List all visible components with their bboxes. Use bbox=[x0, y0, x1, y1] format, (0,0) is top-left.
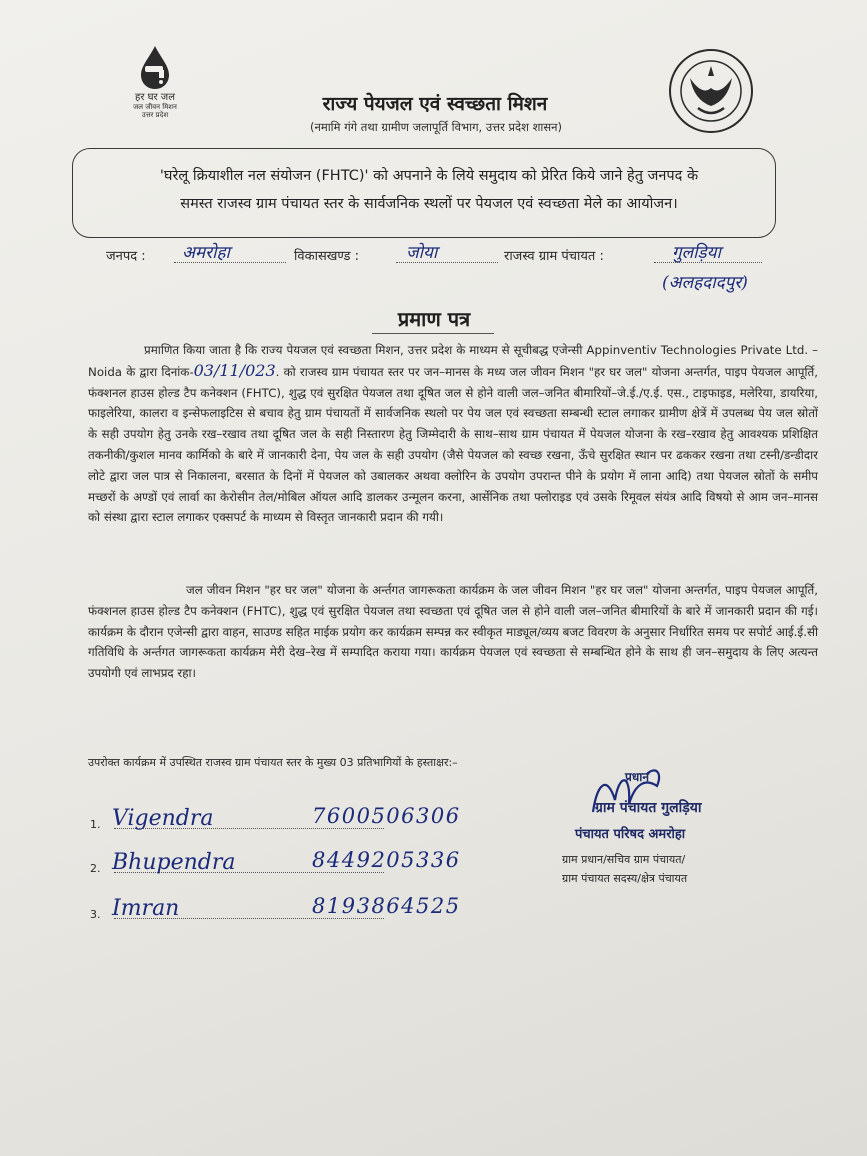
up-emblem-icon bbox=[668, 48, 754, 134]
stamp-line-3: पंचायत परिषद अमरोहा bbox=[575, 827, 686, 842]
har-ghar-jal-logo bbox=[118, 44, 192, 119]
event-banner-text bbox=[84, 162, 774, 218]
participant-name: Bhupendra bbox=[112, 850, 236, 875]
banner-line-1: 'घरेलू क्रियाशील नल संयोजन (FHTC)' को अपनाने के लिये समुदाय को प्रेरित किये जाने हेतु जनपद के bbox=[159, 168, 699, 184]
participant-row bbox=[90, 896, 490, 930]
p1-text-b: . को राजस्व ग्राम पंचायत स्तर पर जन–मानस के मध्य जल जीवन मिशन "हर घर जल" योजना अन्तर्गत, पाइप पेयजल आपूर्ति, फंक्शनल हाउस होल्ड टैप कनेक्शन (FHTC), शुद्ध एवं सुरक्षित पेयजल तथा दूषित जल से होने वाली जल–जनित बीमारियों–जे.ई./ए.ई. एस., टाइफाइड, मलेरिया, डायरिया, फाइलेरिया, कालरा व इन्सेफलाइटिस से बचाव हेतु ग्राम पंचायतों में सार्वजनिक स्थलो पर पेय जल एवं स्वच्छता सम्बन्धी स्टाल लगाकर ग्रामीण क्षेत्रें में उपलब्ध पेय जल स्रोतों के सही उपयोग हेतु उनके रख–रखाव तथा दूषित जल के सही निस्तारण हेतु जिम्मेदारी के साथ–साथ ग्राम पंचायत में पेयजल योजना के रख–रखाव हेतु आवश्यक प्रशिक्षित तकनीकी/कुशल मानव कार्मिको के बारे में जानकारी देना, पेय जल के सही उपयोग (जैसे पेयजल को स्वच्छ रखना, ऊँचे सुरक्षित स्थान पर ढककर रखना तथा टस्नी/डन्डीदार लोटे द्वारा जल पात्र से निकालना, बरसात के दिनों में पेयजल को उबालकर अथवा क्लोरिन के उपयोग उपरान्त पीने के प्रयोग में लाना आदि) तथा पेयजल स्रोतों के समीप मच्छरों के अण्डों एवं लार्वा का केरोसीन तेल/मोबिल ऑयल आदि डालकर उन्मूलन करना, आर्सेनिक तथा फ्लोराइड एवं उसके रिमूवल संयंत्र आदि विषयो से आम जन–मानस को संस्था द्वारा स्टाल लगाकर एक्सपर्ट के माध्यम से विस्तृत जानकारी प्रदान की गयी। bbox=[88, 364, 818, 525]
participant-row bbox=[90, 806, 490, 840]
participant-phone: 8449205336 bbox=[312, 848, 461, 872]
participant-row bbox=[90, 850, 490, 884]
district-value: अमरोहा bbox=[182, 243, 230, 263]
up-government-seal bbox=[668, 48, 754, 134]
panchayat-label: राजस्व ग्राम पंचायत : bbox=[504, 249, 604, 264]
certificate-paragraph-1 bbox=[88, 340, 818, 528]
participant-number: 1. bbox=[90, 818, 101, 831]
participant-name: Imran bbox=[112, 896, 180, 921]
logo-subcaption: जल जीवन मिशन bbox=[133, 103, 177, 111]
water-drop-tap-icon bbox=[135, 44, 175, 90]
block-value: जोया bbox=[406, 243, 438, 263]
certificate-paragraph-2: जल जीवन मिशन "हर घर जल" योजना के अर्न्तगत जागरूकता कार्यक्रम के जल जीवन मिशन "हर घर जल" योजना अन्तर्गत, पाइप पेयजल आपूर्ति, फंक्शनल हाउस होल्ड टैप कनेक्शन (FHTC), शुद्ध एवं सुरक्षित पेयजल तथा स्वच्छता एवं दूषित जल से होने वाली जल–जनित बीमारियों के बारे में जानकारी प्रदान की गई। कार्यक्रम के दौरान एजेन्सी द्वारा वाहन, साउण्ड सहित माईक प्रयोग कर कार्यक्रम सम्पन्न कर स्वीकृत माड्यूल/व्यय बजट विवरण के अनुसार निर्धारित समय पर सपोर्ट आई.ई.सी गतिविधि के अर्न्तगत जागरूकता कार्यक्रम मेरी देख–रेख में सम्पादित कराया गया। कार्यक्रम पेयजल एवं स्वच्छता से सम्बन्धित होने के साथ ही जन–समुदाय के लिए अत्यन्त उपयोगी एवं लाभप्रद रहा। bbox=[88, 583, 818, 681]
attendance-label: उपरोक्त कार्यक्रम में उपस्थित राजस्व ग्राम पंचायत स्तर के मुख्य 03 प्रतिभागियों के हस्ताक्षर:– bbox=[88, 756, 458, 769]
panchayat-value: गुलड़िया bbox=[672, 243, 721, 263]
block-label: विकासखण्ड : bbox=[294, 249, 360, 264]
page-subtitle: (नमामि गंगे तथा ग्रामीण जलापूर्ति विभाग, उत्तर प्रदेश शासन) bbox=[309, 120, 563, 134]
panchayat-extra-value: (अलहदादपुर) bbox=[662, 273, 748, 293]
logo-caption: हर घर जल bbox=[135, 92, 175, 103]
signatory-line-2: ग्राम पंचायत सदस्य/क्षेत्र पंचायत bbox=[562, 872, 688, 885]
stamp-line-2: ग्राम पंचायत गुलड़िया bbox=[595, 800, 702, 816]
participant-number: 3. bbox=[90, 908, 101, 921]
banner-line-2: समस्त राजस्व ग्राम पंचायत स्तर के सार्वजनिक स्थलों पर पेयजल एवं स्वच्छता मेले का आयोजन। bbox=[180, 196, 678, 212]
event-date: 03/11/023 bbox=[193, 360, 276, 380]
page-title: राज्य पेयजल एवं स्वच्छता मिशन bbox=[322, 93, 548, 115]
stamp-line-1: प्रधान bbox=[625, 770, 649, 784]
participant-phone: 7600506306 bbox=[312, 804, 461, 828]
participant-number: 2. bbox=[90, 862, 101, 875]
signatory-designation bbox=[562, 850, 762, 888]
certificate-title: प्रमाण पत्र bbox=[397, 307, 471, 331]
p1-text-a: प्रमाणित किया जाता है कि राज्य पेयजल एवं स्वच्छता मिशन, उत्तर प्रदेश के माध्यम से सूचीबद्ध एजेन्सी Appinventiv Technologies Private Ltd. – Noida के द्वारा दिनांक- bbox=[88, 343, 818, 379]
participant-phone: 8193864525 bbox=[312, 894, 461, 918]
logo-subcaption-2: उत्तर प्रदेश bbox=[141, 111, 169, 119]
participant-name: Vigendra bbox=[112, 806, 214, 831]
district-label: जनपद : bbox=[106, 249, 146, 264]
signatory-line-1: ग्राम प्रधान/सचिव ग्राम पंचायत/ bbox=[562, 853, 686, 866]
certificate-title-underline bbox=[372, 333, 494, 334]
